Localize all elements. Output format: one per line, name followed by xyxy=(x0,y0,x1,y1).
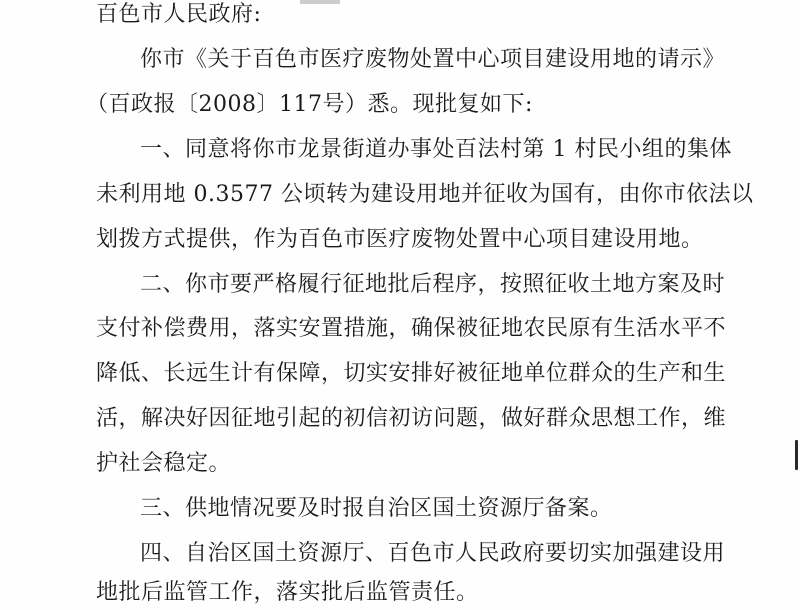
body-line-2: （百政报〔2008〕117号）悉。现批复如下: xyxy=(86,92,533,117)
body-line-5: 划拨方式提供，作为百色市医疗废物处置中心项目建设用地。 xyxy=(96,227,704,252)
scan-edge-mark xyxy=(795,440,798,470)
scan-smudge xyxy=(300,0,340,4)
body-line-8: 降低、长远生计有保障，切实安排好被征地单位群众的生产和生 xyxy=(96,361,727,386)
body-line-7: 支付补偿费用，落实安置措施，确保被征地农民原有生活水平不 xyxy=(96,316,727,341)
body-line-3: 一、同意将你市龙景街道办事处百法村第 1 村民小组的集体 xyxy=(140,137,732,162)
body-line-9: 活，解决好因征地引起的初信初访问题，做好群众思想工作，维 xyxy=(96,406,727,431)
body-line-6: 二、你市要严格履行征地批后程序，按照征收土地方案及时 xyxy=(140,272,726,297)
body-line-1: 你市《关于百色市医疗废物处置中心项目建设用地的请示》 xyxy=(140,47,726,72)
addressee-line: 百色市人民政府: xyxy=(96,2,262,27)
body-line-10: 护社会稳定。 xyxy=(96,451,232,476)
body-line-4: 未利用地 0.3577 公顷转为建设用地并征收为国有，由你市依法以 xyxy=(96,182,754,207)
body-line-12: 四、自治区国土资源厅、百色市人民政府要切实加强建设用 xyxy=(140,541,726,566)
body-line-11: 三、供地情况要及时报自治区国土资源厅备案。 xyxy=(140,496,613,521)
body-line-13: 地批后监管工作，落实批后监管责任。 xyxy=(96,580,479,605)
